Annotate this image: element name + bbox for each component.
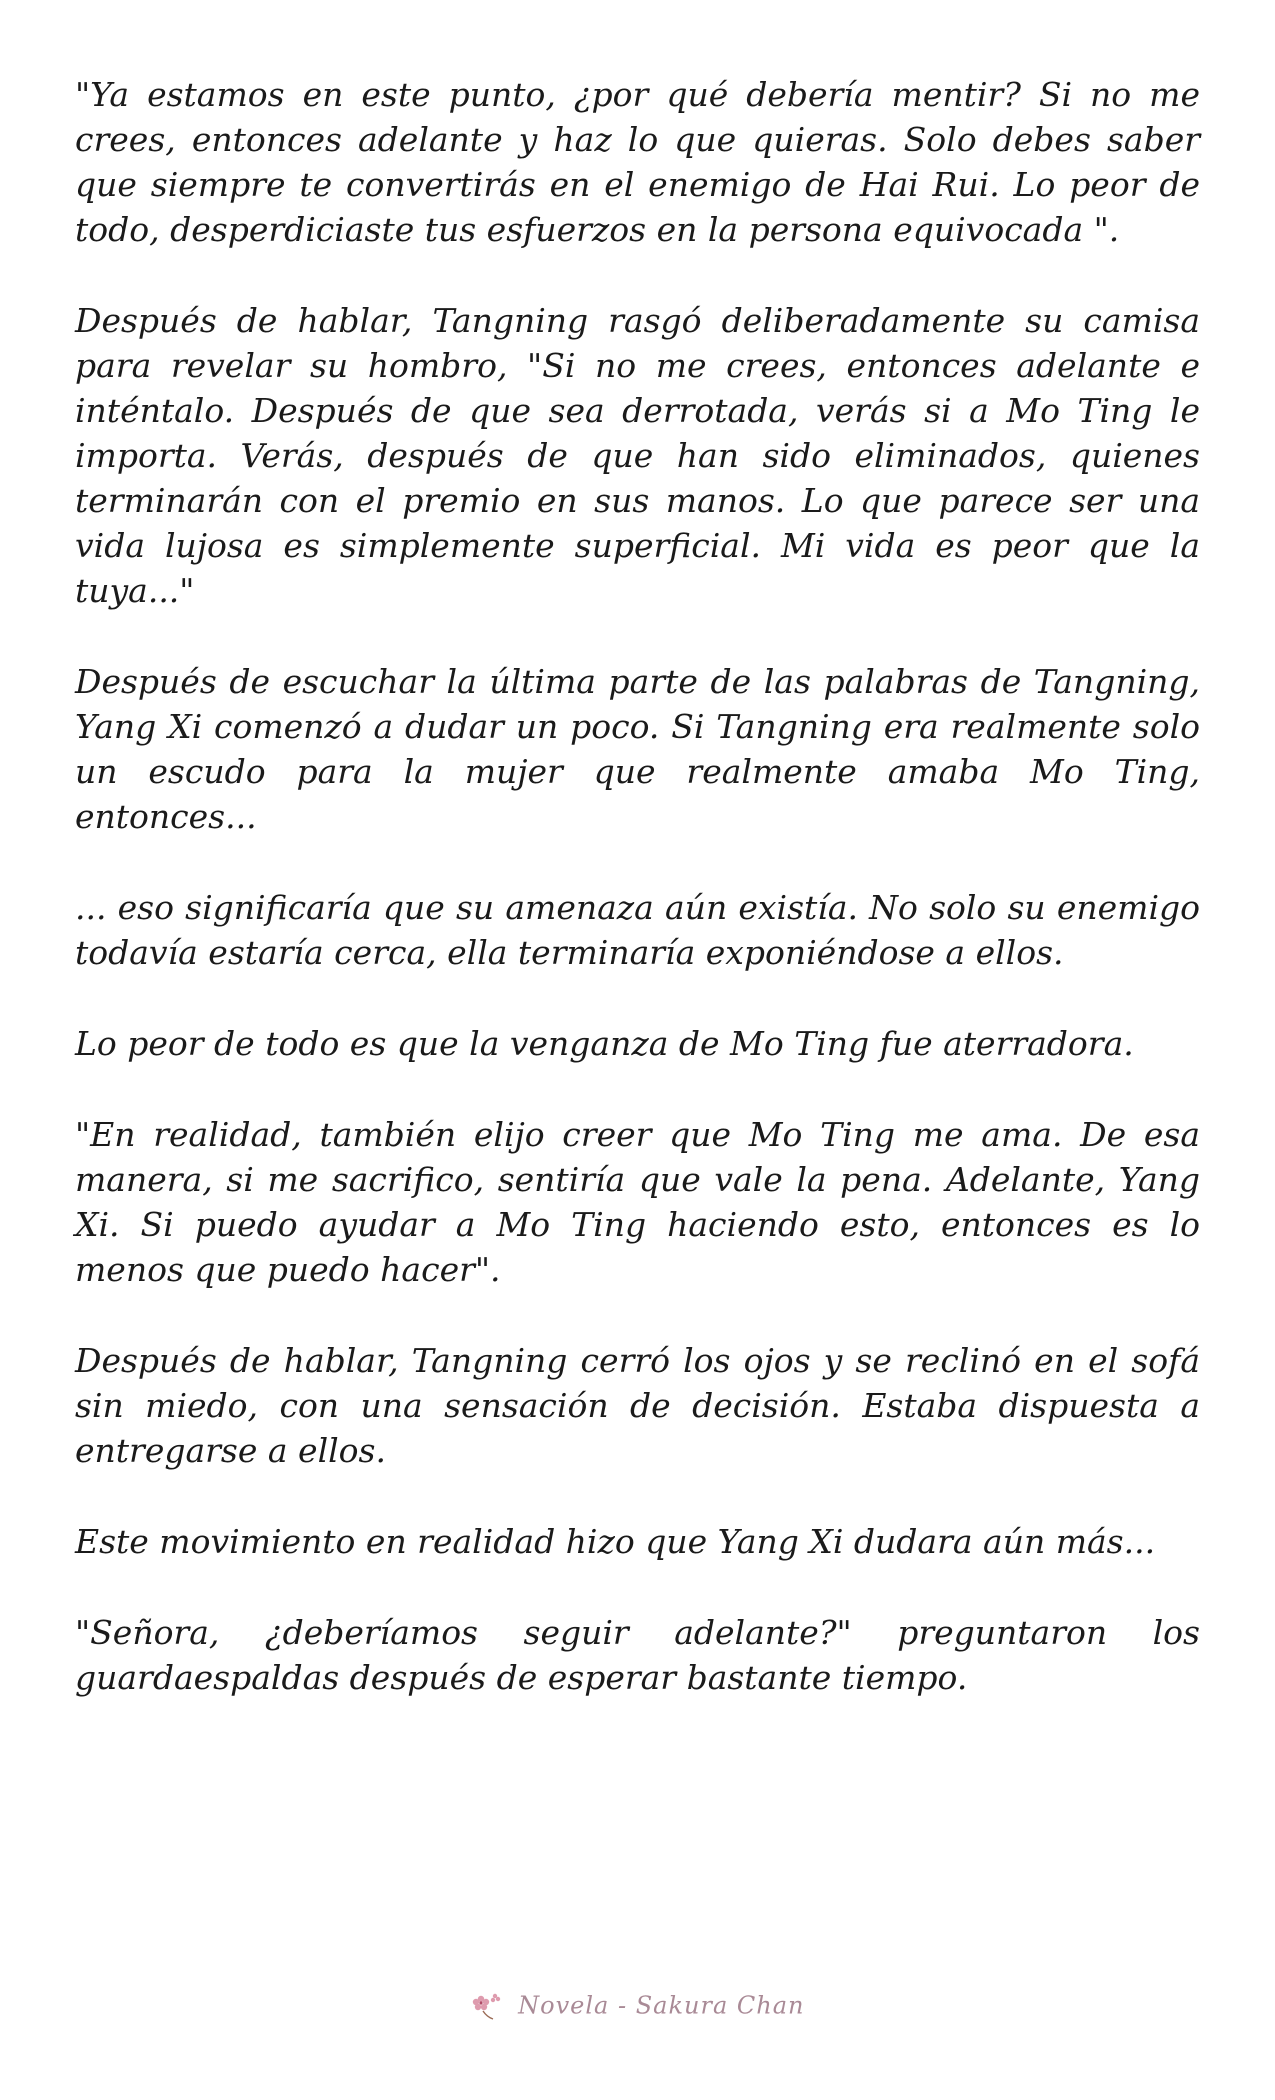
paragraph-3: Después de escuchar la última parte de las palabras de Tangning, Yang Xi comenzó a dudar un poco. Si Tangning era realmente solo un escudo para la mujer que realmente amaba Mo Ting, entonces...: [75, 662, 1200, 836]
paragraph-2: Después de hablar, Tangning rasgó deliberadamente su camisa para revelar su hombro, "Si no me crees, entonces adelante e inténtalo. Después de que sea derrotada, verás si a Mo Ting le importa. Verás, después de que han sido eliminados, quienes terminarán con el premio en sus manos. Lo que parece ser una vida lujosa es simplemente superficial. Mi vida es peor que la tuya...": [75, 301, 1200, 610]
paragraph-9: "Señora, ¿deberíamos seguir adelante?" preguntaron los guardaespaldas después de esperar bastante tiempo.: [75, 1613, 1200, 1697]
paragraph-7: Después de hablar, Tangning cerró los ojos y se reclinó en el sofá sin miedo, con una sensación de decisión. Estaba dispuesta a entregarse a ellos.: [75, 1341, 1200, 1470]
document-body: [75, 72, 1200, 1746]
watermark: [0, 1990, 1275, 2021]
paragraph-8: Este movimiento en realidad hizo que Yang Xi dudara aún más...: [75, 1522, 1156, 1561]
watermark-text: Novela - Sakura Chan: [518, 1991, 805, 2020]
paragraph-4: ... eso significaría que su amenaza aún existía. No solo su enemigo todavía estaría cerca, ella terminaría exponiéndose a ellos.: [75, 888, 1200, 972]
paragraph-5: Lo peor de todo es que la venganza de Mo Ting fue aterradora.: [75, 1024, 1134, 1063]
paragraph-6: "En realidad, también elijo creer que Mo Ting me ama. De esa manera, si me sacrifico, sentiría que vale la pena. Adelante, Yang Xi. Si puedo ayudar a Mo Ting haciendo esto, entonces es lo menos que puedo hacer".: [75, 1115, 1200, 1289]
sakura-blossom-icon: [471, 1991, 505, 2021]
paragraph-1: "Ya estamos en este punto, ¿por qué debería mentir? Si no me crees, entonces adelante y haz lo que quieras. Solo debes saber que siempre te convertirás en el enemigo de Hai Rui. Lo peor de todo, desperdiciaste tus esfuerzos en la persona equivocada ".: [75, 75, 1200, 249]
